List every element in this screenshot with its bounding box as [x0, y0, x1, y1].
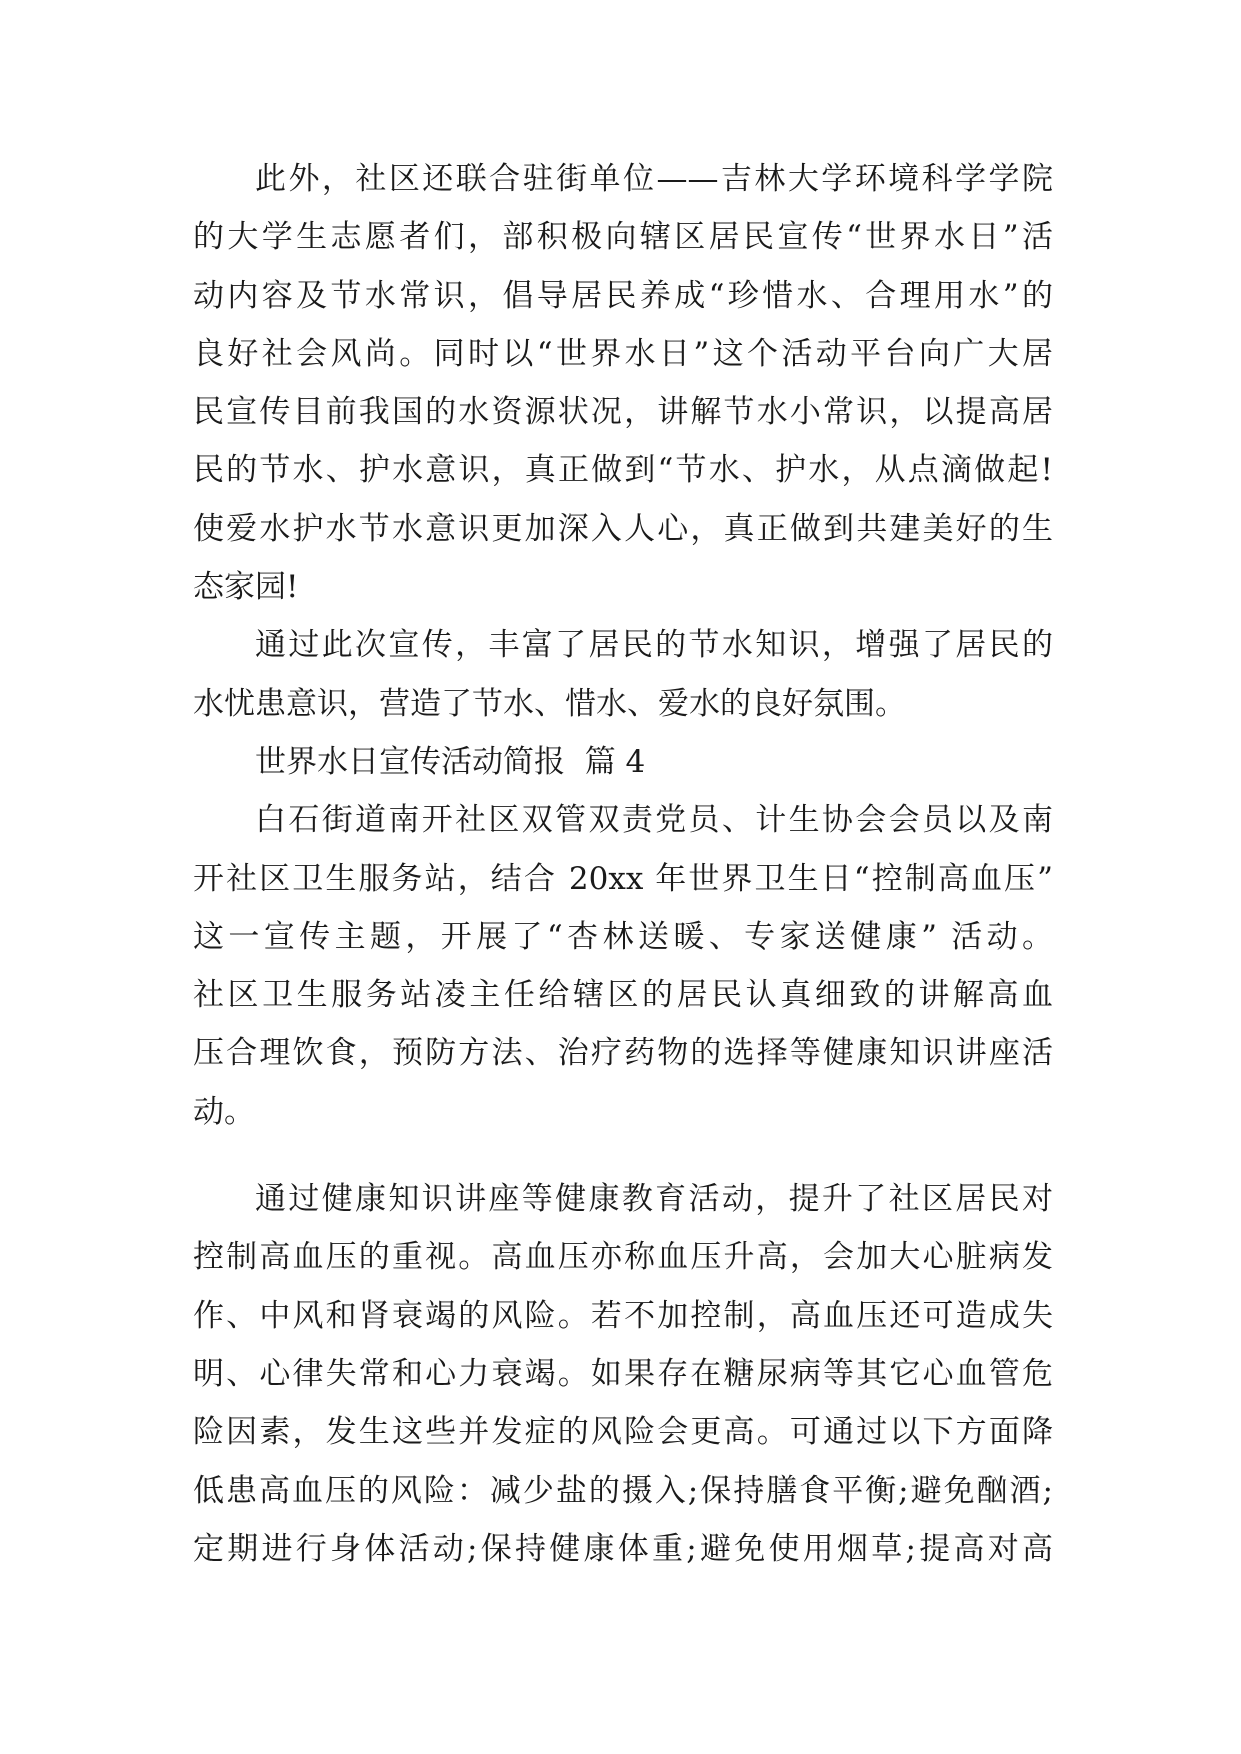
paragraph-3-line-3: 这一宣传主题，开展了“杏林送暖、专家送健康” 活动。 [193, 918, 1053, 955]
paragraph-4-line-2: 控制高血压的重视。高血压亦称血压升高，会加大心脏病发 [193, 1239, 1053, 1276]
section-heading [193, 733, 1053, 791]
paragraph-3-line-2: 开社区卫生服务站，结合 20xx 年世界卫生日“控制高血压” [193, 860, 1053, 897]
paragraph-4-line-1: 通过健康知识讲座等健康教育活动，提升了社区居民对 [255, 1181, 1053, 1218]
paragraph-4 [193, 1170, 1053, 1578]
paragraph-4-line-6: 低患高血压的风险：减少盐的摄入;保持膳食平衡;避免酗酒; [193, 1472, 1053, 1509]
paragraph-1 [193, 150, 1053, 616]
paragraph-4-line-4: 明、心律失常和心力衰竭。如果存在糖尿病等其它心血管危 [193, 1355, 1053, 1392]
paragraph-spacer [193, 1141, 1053, 1170]
paragraph-4-line-5: 险因素，发生这些并发症的风险会更高。可通过以下方面降 [193, 1414, 1053, 1451]
paragraph-1-line-6: 民的节水、护水意识，真正做到“节水、护水，从点滴做起! [193, 452, 1053, 489]
paragraph-3-line-6: 动。 [193, 1093, 255, 1130]
paragraph-2-line-2: 水忧患意识，营造了节水、惜水、爱水的良好氛围。 [193, 685, 906, 722]
paragraph-4-line-3: 作、中风和肾衰竭的风险。若不加控制，高血压还可造成失 [193, 1297, 1053, 1334]
paragraph-2-line-1: 通过此次宣传，丰富了居民的节水知识，增强了居民的 [255, 627, 1053, 664]
paragraph-3 [193, 791, 1053, 1141]
paragraph-3-line-4: 社区卫生服务站凌主任给辖区的居民认真细致的讲解高血 [193, 977, 1053, 1014]
paragraph-4-line-7: 定期进行身体活动;保持健康体重;避免使用烟草;提高对高 [193, 1530, 1053, 1567]
paragraph-3-line-1: 白石街道南开社区双管双责党员、计生协会会员以及南 [255, 802, 1053, 839]
paragraph-1-line-2: 的大学生志愿者们，部积极向辖区居民宣传“世界水日”活 [193, 219, 1053, 256]
paragraph-3-line-5: 压合理饮食，预防方法、治疗药物的选择等健康知识讲座活 [193, 1035, 1053, 1072]
paragraph-1-line-5: 民宣传目前我国的水资源状况，讲解节水小常识，以提高居 [193, 394, 1053, 431]
paragraph-1-line-4: 良好社会风尚。同时以“世界水日”这个活动平台向广大居 [193, 335, 1053, 372]
paragraph-2 [193, 616, 1053, 733]
paragraph-1-line-7: 使爱水护水节水意识更加深入人心，真正做到共建美好的生 [193, 510, 1053, 547]
paragraph-1-line-1: 此外，社区还联合驻街单位——吉林大学环境科学学院 [255, 161, 1053, 197]
document-body [193, 150, 1053, 1578]
section-heading-text: 世界水日宣传活动简报 篇 4 [255, 743, 646, 780]
paragraph-1-line-3: 动内容及节水常识，倡导居民养成“珍惜水、合理用水”的 [193, 277, 1053, 314]
paragraph-1-line-8: 态家园! [193, 569, 299, 606]
